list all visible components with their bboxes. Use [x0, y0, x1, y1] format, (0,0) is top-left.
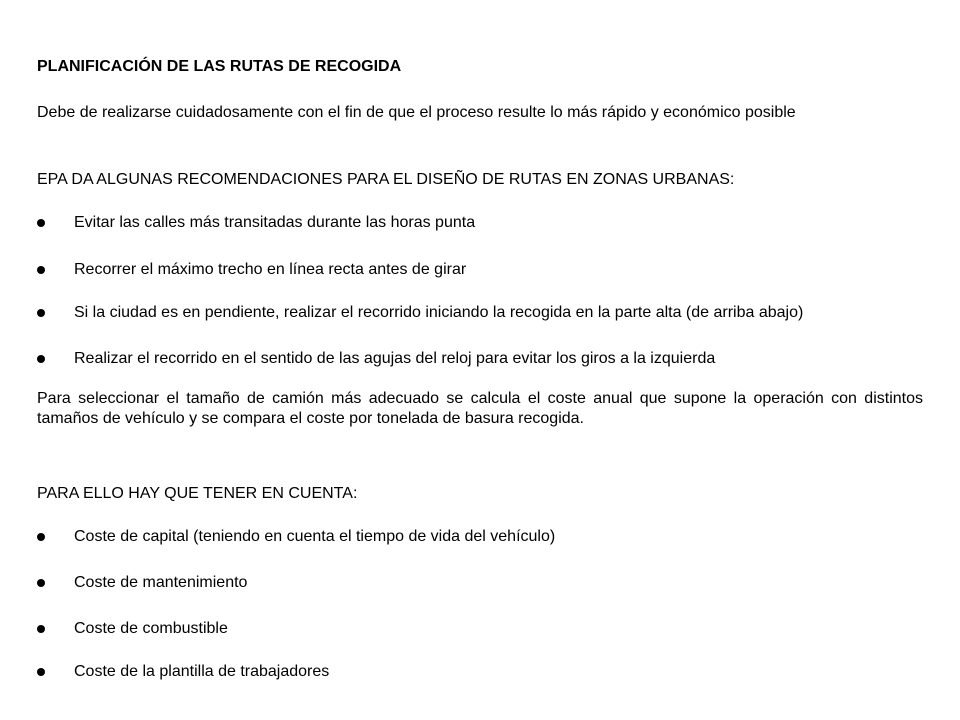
- section2-heading: PARA ELLO HAY QUE TENER EN CUENTA:: [37, 485, 358, 502]
- bullet-icon: [37, 533, 45, 541]
- bullet-icon: [37, 266, 45, 274]
- list-item-text: Realizar el recorrido en el sentido de las agujas del reloj para evitar los giros a la izquierda: [74, 350, 716, 367]
- bullet-icon: [37, 309, 45, 317]
- list-item-text: Coste de combustible: [74, 620, 228, 637]
- bullet-icon: [37, 668, 45, 676]
- section1-heading: EPA DA ALGUNAS RECOMENDACIONES PARA EL DISEÑO DE RUTAS EN ZONAS URBANAS:: [37, 171, 735, 188]
- list-item-text: Recorrer el máximo trecho en línea recta antes de girar: [74, 261, 467, 278]
- slide-title: PLANIFICACIÓN DE LAS RUTAS DE RECOGIDA: [37, 58, 402, 75]
- list-item-text: Si la ciudad es en pendiente, realizar el recorrido iniciando la recogida en la parte alta (de arriba abajo): [74, 304, 804, 321]
- intro-paragraph: Debe de realizarse cuidadosamente con el fin de que el proceso resulte lo más rápido y económico posible: [37, 104, 796, 121]
- list-item-text: Evitar las calles más transitadas durante las horas punta: [74, 214, 476, 231]
- truck-size-paragraph: Para seleccionar el tamaño de camión más adecuado se calcula el coste anual que supone la operación con distintos tamaños de vehículo y se compara el coste por tonelada de basura recogida.: [37, 390, 923, 427]
- list-item-text: Coste de mantenimiento: [74, 574, 248, 591]
- bullet-icon: [37, 355, 45, 363]
- bullet-icon: [37, 625, 45, 633]
- list-item-text: Coste de capital (teniendo en cuenta el tiempo de vida del vehículo): [74, 528, 556, 545]
- bullet-icon: [37, 219, 45, 227]
- list-item-text: Coste de la plantilla de trabajadores: [74, 663, 330, 680]
- bullet-icon: [37, 579, 45, 587]
